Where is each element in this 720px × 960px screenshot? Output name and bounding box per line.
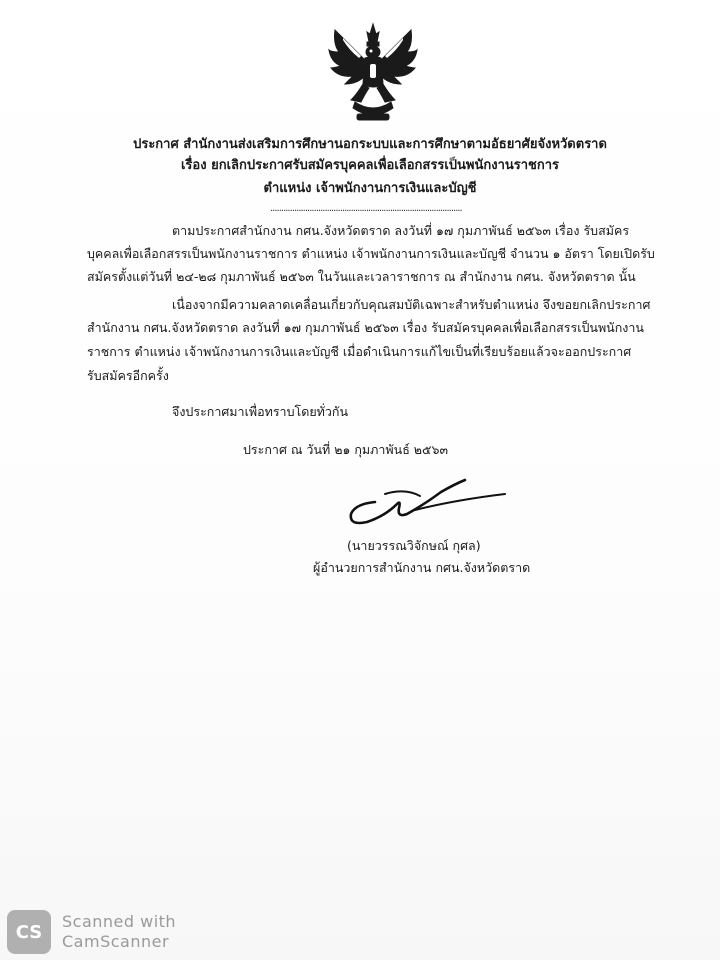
watermark-line-1: Scanned with [62, 912, 177, 931]
paragraph-2-line-1: เนื่องจากมีความคลาดเคลื่อนเกี่ยวกับคุณสมบัติเฉพาะสำหรับตำแหน่ง จึงขอยกเลิกประกาศ [172, 297, 651, 312]
separator-line: ........................................................................................ [270, 203, 462, 214]
handwritten-signature [345, 474, 510, 534]
garuda-emblem-icon [327, 22, 419, 124]
announcement-date: ประกาศ ณ วันที่ ๒๑ กุมภาพันธ์ ๒๕๖๓ [243, 442, 448, 457]
paragraph-1-line-1: ตามประกาศสำนักงาน กศน.จังหวัดตราด ลงวันที่ ๑๗ กุมภาพันธ์ ๒๕๖๓ เรื่อง รับสมัคร [172, 223, 630, 238]
announcement-subject: เรื่อง ยกเลิกประกาศรับสมัครบุคคลเพื่อเลือกสรรเป็นพนักงานราชการ [180, 158, 560, 173]
watermark-line-2: CamScanner [62, 932, 170, 951]
announcement-position: ตำแหน่ง เจ้าพนักงานการเงินและบัญชี [263, 181, 477, 196]
paragraph-1-line-3: สมัครตั้งแต่วันที่ ๒๔-๒๘ กุมภาพันธ์ ๒๕๖๓ ในวันและเวลาราชการ ณ สำนักงาน กศน. จังหวัดตราด นั้น [87, 269, 636, 284]
camscanner-watermark [62, 912, 176, 952]
camscanner-logo-icon: CS [7, 910, 51, 954]
closing-statement: จึงประกาศมาเพื่อทราบโดยทั่วกัน [172, 404, 349, 419]
announcement-title: ประกาศ สำนักงานส่งเสริมการศึกษานอกระบบและการศึกษาตามอัธยาศัยจังหวัดตราด [133, 137, 607, 152]
paragraph-2-line-3: ราชการ ตำแหน่ง เจ้าพนักงานการเงินและบัญชี เมื่อดำเนินการแก้ไขเป็นที่เรียบร้อยแล้วจะออกประกาศ [87, 344, 632, 359]
paragraph-2-line-4: รับสมัครอีกครั้ง [87, 368, 169, 383]
paragraph-1-line-2: บุคคลเพื่อเลือกสรรเป็นพนักงานราชการ ตำแหน่ง เจ้าพนักงานการเงินและบัญชี จำนวน ๑ อัตรา โดยเปิดรับ [87, 246, 655, 261]
paragraph-2-line-2: สำนักงาน กศน.จังหวัดตราด ลงวันที่ ๑๗ กุมภาพันธ์ ๒๕๖๓ เรื่อง รับสมัครบุคคลเพื่อเลือกสรรเป็นพนักงาน [87, 320, 644, 335]
signatory-position: ผู้อำนวยการสำนักงาน กศน.จังหวัดตราด [313, 560, 531, 575]
signatory-name: (นายวรรณวิจักษณ์ กุศล) [347, 538, 481, 553]
